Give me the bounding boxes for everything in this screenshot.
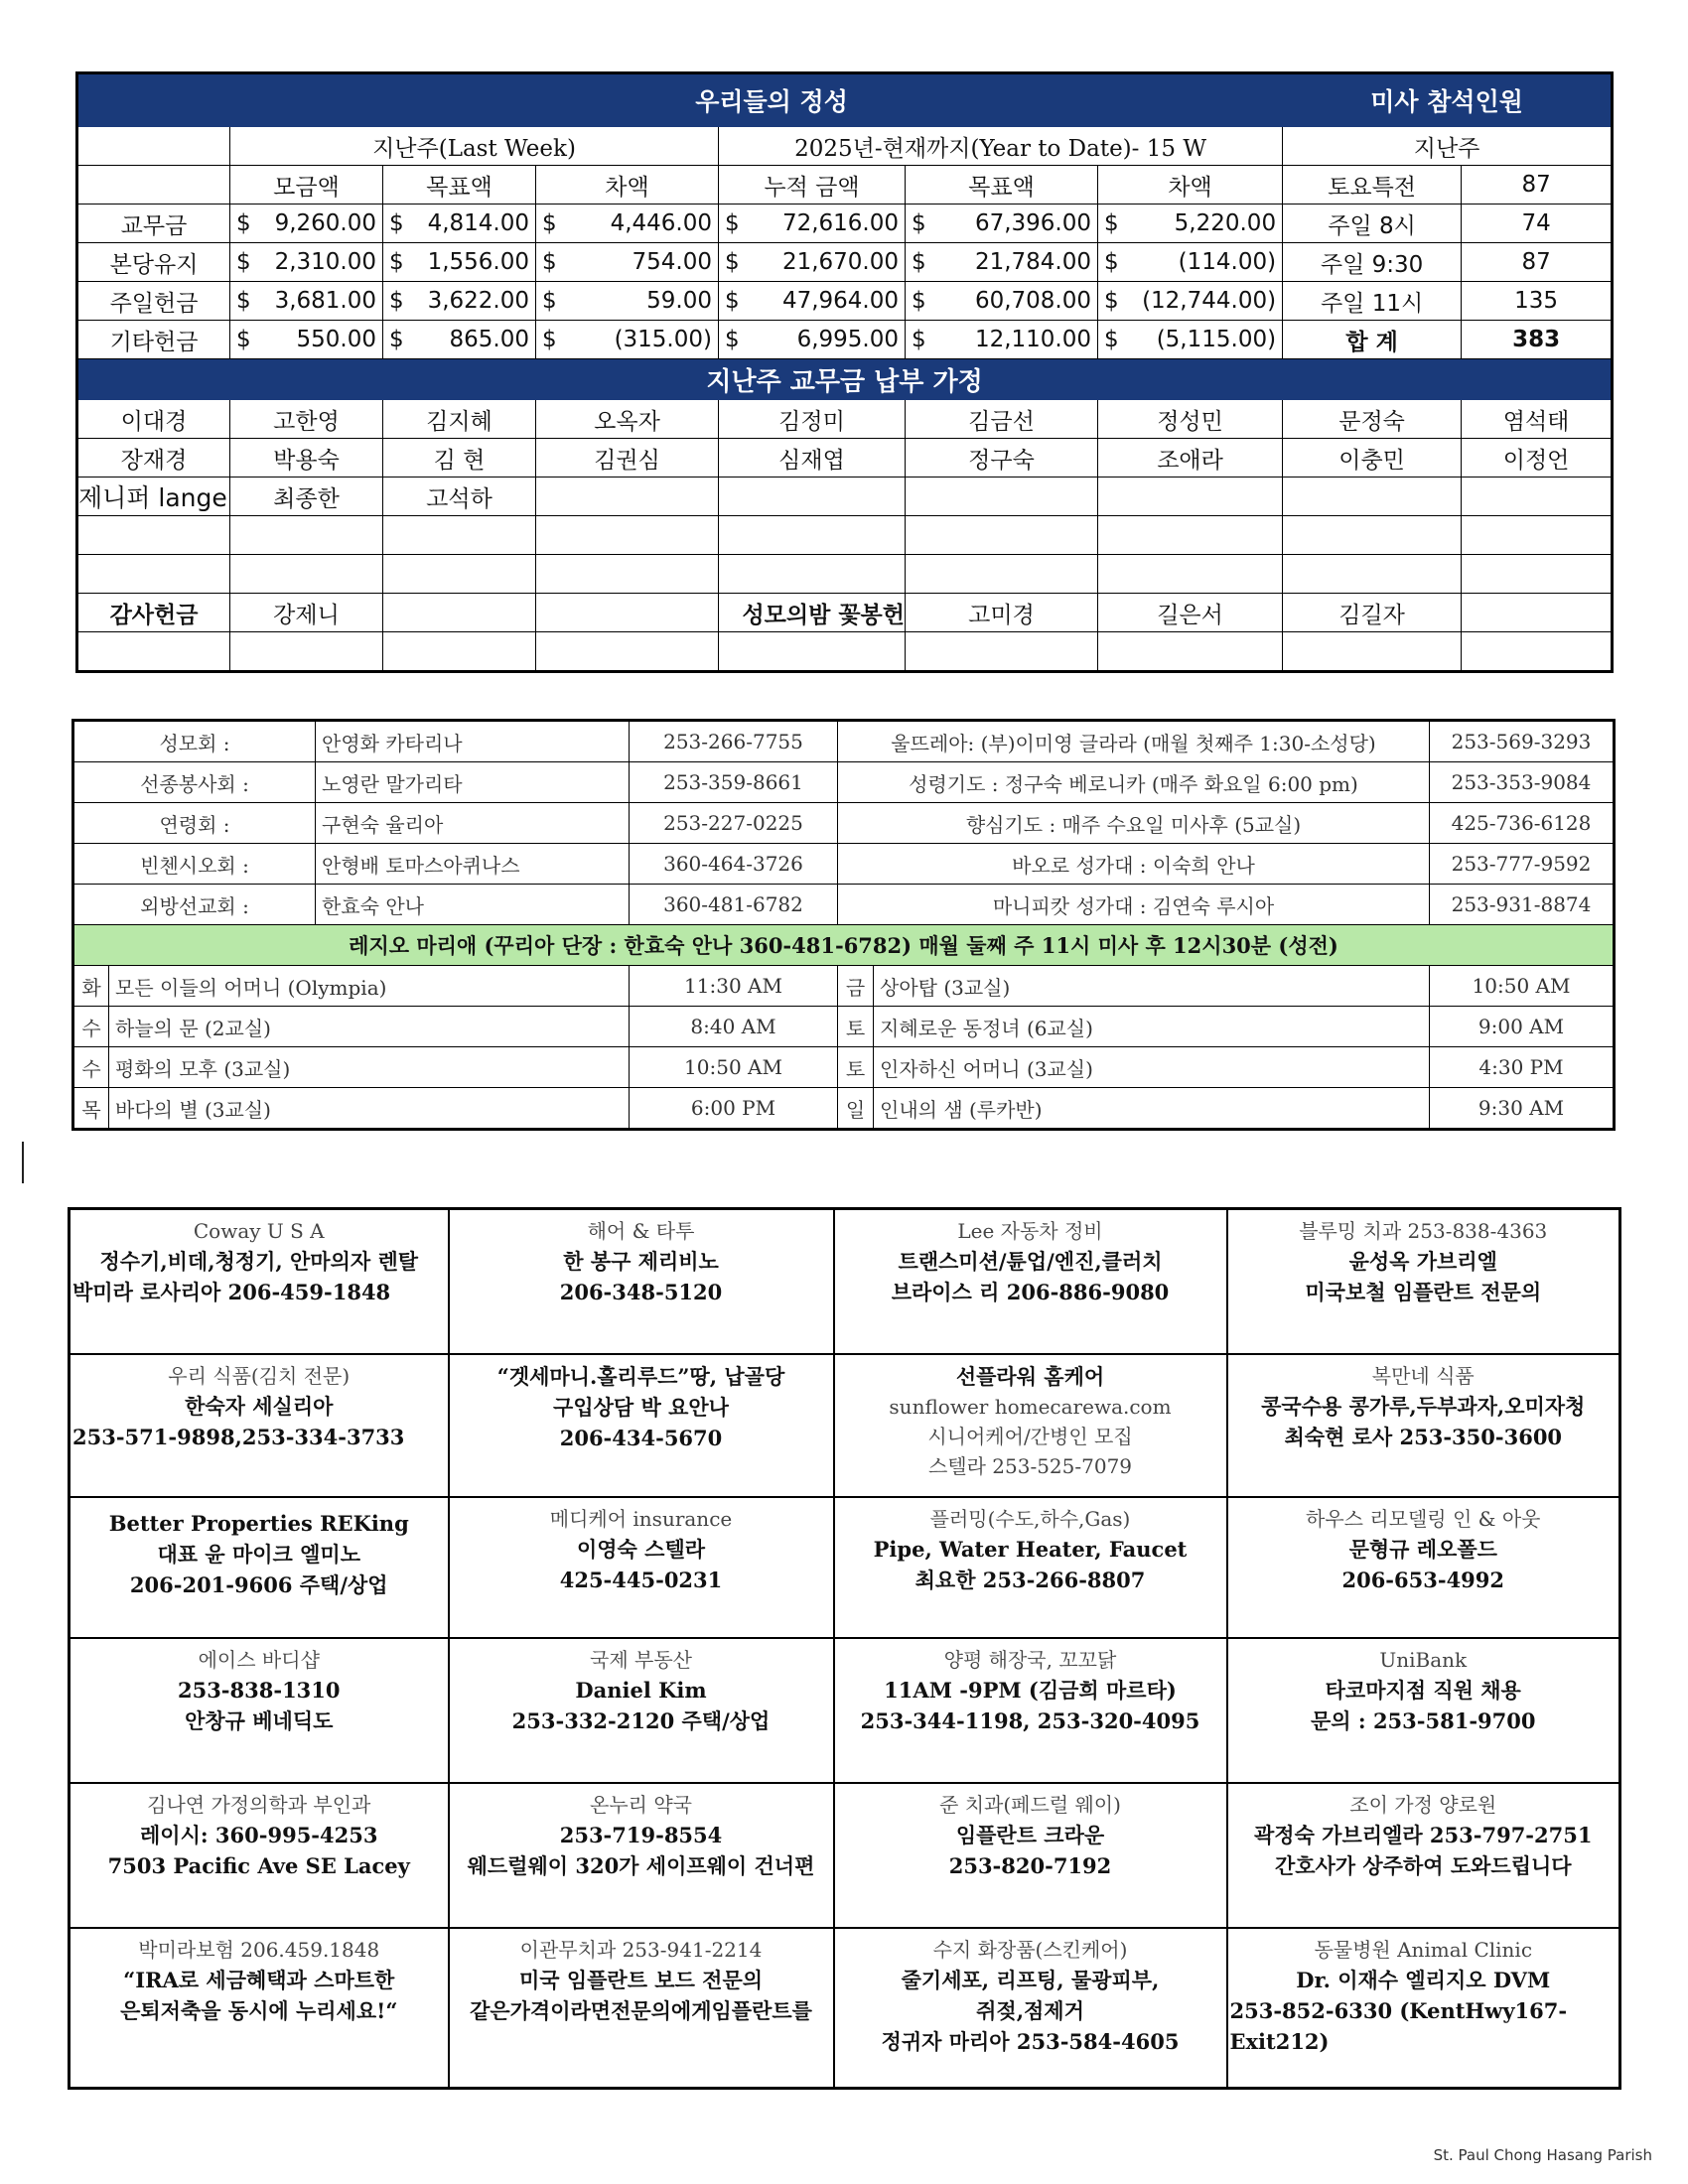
amount-cell <box>1098 243 1283 282</box>
amount-value: 5,220.00 <box>1174 210 1277 236</box>
household-name: 김권심 <box>536 439 719 478</box>
attendance-mass: 주일 9:30 <box>1283 243 1462 282</box>
parish-footer: St. Paul Chong Hasang Parish <box>1433 2146 1652 2164</box>
amount-value: 72,616.00 <box>781 210 899 236</box>
flower-label: 성모의밤 꽃봉헌 <box>719 594 906 632</box>
household-name: 이충민 <box>1283 439 1462 478</box>
amount-value: 9,260.00 <box>274 210 376 236</box>
attendance-count: 87 <box>1462 166 1613 205</box>
row-label: 본당유지 <box>77 243 230 282</box>
attendance-mass: 주일 8시 <box>1283 205 1462 243</box>
group-info: 바오로 성가대 : 이숙희 안나 <box>838 844 1430 885</box>
offering-row <box>77 243 1613 282</box>
ad-line: 이영숙 스텔라 <box>576 1536 706 1562</box>
ad-line: “IRA로 세금혜택과 스마트한 <box>123 1967 395 1992</box>
legion-day: 일 <box>838 1088 874 1130</box>
ad-line: Pipe, Water Heater, Faucet <box>873 1536 1188 1562</box>
legion-praesidium: 평화의 모후 (3교실) <box>109 1047 630 1088</box>
legion-time: 6:00 PM <box>630 1088 838 1130</box>
contact-phone: 253-569-3293 <box>1430 721 1615 762</box>
legion-day: 토 <box>838 1007 874 1047</box>
ad-line: 트랜스미션/튠업/엔진,클러치 <box>898 1249 1163 1274</box>
thanks-name: 강제니 <box>230 594 383 632</box>
contact-row <box>73 885 1615 925</box>
legion-praesidium: 하늘의 문 (2교실) <box>109 1007 630 1047</box>
amount-value: 3,622.00 <box>427 288 529 314</box>
offering-title: 우리들의 정성 <box>77 73 1283 127</box>
amount-value: 21,784.00 <box>974 249 1091 275</box>
ad-cell <box>70 1928 449 2089</box>
ad-line: 253-838-1310 <box>177 1677 341 1703</box>
currency-sign: $ <box>236 249 251 275</box>
household-name: 이대경 <box>77 400 230 439</box>
household-name: 제니퍼 lange <box>77 478 230 516</box>
currency-sign: $ <box>1104 249 1119 275</box>
currency-sign: $ <box>912 327 926 352</box>
currency-sign: $ <box>236 210 251 236</box>
ad-line: 206-434-5670 <box>559 1425 723 1450</box>
contact-row <box>73 844 1615 885</box>
ad-heading: 국제 부동산 <box>590 1647 692 1672</box>
attendance-count: 87 <box>1462 243 1613 282</box>
amount-value: 865.00 <box>449 327 529 352</box>
amount-value: 67,396.00 <box>974 210 1091 236</box>
amount-cell <box>230 282 383 321</box>
households-title: 지난주 교무금 납부 가정 <box>77 359 1613 400</box>
amount-value: (12,744.00) <box>1142 288 1277 314</box>
ad-note: sunflower homecarewa.com <box>889 1394 1172 1419</box>
currency-sign: $ <box>912 249 926 275</box>
group-info: 마니피캇 성가대 : 김연숙 루시아 <box>838 885 1430 925</box>
ad-line: 임플란트 크라운 <box>955 1822 1105 1847</box>
household-name: 문정숙 <box>1283 400 1462 439</box>
ad-cell <box>449 1928 834 2089</box>
amount-value: 21,670.00 <box>781 249 899 275</box>
legion-time: 9:00 AM <box>1430 1007 1615 1047</box>
household-name: 오옥자 <box>536 400 719 439</box>
household-name: 김 현 <box>383 439 536 478</box>
household-name: 김지혜 <box>383 400 536 439</box>
amount-cell <box>719 321 906 359</box>
household-name: 고한영 <box>230 400 383 439</box>
ad-heading: 하우스 리모델링 인 & 아웃 <box>1306 1506 1541 1531</box>
attendance-title: 미사 참석인원 <box>1283 73 1613 127</box>
ad-cell <box>1227 1209 1620 1354</box>
legion-praesidium: 인자하신 어머니 (3교실) <box>874 1047 1430 1088</box>
ad-line: 쥐젖,점제거 <box>976 1997 1084 2023</box>
contact-person: 안형배 토마스아퀴나스 <box>316 844 630 885</box>
amount-value: (5,115.00) <box>1156 327 1277 352</box>
ad-cell <box>449 1783 834 1928</box>
ad-heading: Lee 자동차 정비 <box>957 1219 1103 1243</box>
ad-line: 정귀자 마리아 253-584-4605 <box>881 2028 1180 2054</box>
attendance-mass: 토요특전 <box>1283 166 1462 205</box>
household-name: 박용숙 <box>230 439 383 478</box>
amount-cell <box>1098 282 1283 321</box>
contact-phone: 360-481-6782 <box>630 885 838 925</box>
flower-name: 길은서 <box>1098 594 1283 632</box>
household-name: 심재엽 <box>719 439 906 478</box>
ad-heading: 수지 화장품(스킨케어) <box>932 1937 1128 1962</box>
contact-phone: 253-266-7755 <box>630 721 838 762</box>
ad-heading: Coway U S A <box>193 1219 325 1243</box>
group-info: 향심기도 : 매주 수요일 미사후 (5교실) <box>838 803 1430 844</box>
amount-cell <box>1098 205 1283 243</box>
ad-cell <box>449 1354 834 1497</box>
ad-line: 한숙자 세실리아 <box>185 1393 334 1419</box>
household-name: 염석태 <box>1462 400 1613 439</box>
ad-cell <box>1227 1497 1620 1638</box>
ad-line: Daniel Kim <box>575 1677 707 1703</box>
contact-person: 안영화 카타리나 <box>316 721 630 762</box>
ad-note: 스텔라 253-525-7079 <box>927 1453 1133 1478</box>
contact-row <box>73 803 1615 844</box>
ad-heading: 블루밍 치과 253-838-4363 <box>1299 1219 1548 1243</box>
ad-line: 브라이스 리 206-886-9080 <box>891 1280 1170 1304</box>
ad-line: 레이시: 360-995-4253 <box>140 1822 378 1847</box>
amount-value: 3,681.00 <box>274 288 376 314</box>
amount-cell <box>383 205 536 243</box>
ad-cell <box>449 1209 834 1354</box>
ad-line: 11AM -9PM (김금희 마르타) <box>884 1677 1177 1703</box>
ad-line: 253-719-8554 <box>559 1822 723 1847</box>
amount-cell <box>536 321 719 359</box>
amount-cell <box>719 243 906 282</box>
contact-phone: 360-464-3726 <box>630 844 838 885</box>
attendance-count: 135 <box>1462 282 1613 321</box>
legion-row <box>73 966 1615 1007</box>
currency-sign: $ <box>389 288 404 314</box>
amount-value: 550.00 <box>296 327 376 352</box>
currency-sign: $ <box>236 327 251 352</box>
household-name: 장재경 <box>77 439 230 478</box>
legion-praesidium: 모든 이들의 어머니 (Olympia) <box>109 966 630 1007</box>
ad-cell <box>1227 1783 1620 1928</box>
legion-row <box>73 1088 1615 1130</box>
attendance-week-label: 지난주 <box>1283 127 1613 166</box>
currency-sign: $ <box>725 210 740 236</box>
household-name: 김정미 <box>719 400 906 439</box>
ad-heading: 복만네 식품 <box>1371 1363 1475 1388</box>
ad-line: 253-820-7192 <box>948 1852 1112 1878</box>
ad-line: 줄기세포, 리프팅, 물광피부, <box>901 1967 1160 1992</box>
ad-note: 시니어케어/간병인 모집 <box>927 1424 1133 1448</box>
contact-phone: 253-353-9084 <box>1430 762 1615 803</box>
ad-line: 253-332-2120 주택/상업 <box>511 1707 771 1733</box>
legion-praesidium: 인내의 샘 (루카반) <box>874 1088 1430 1130</box>
amount-cell <box>1098 321 1283 359</box>
ad-line: 253-344-1198, 253-320-4095 <box>860 1707 1200 1733</box>
legion-praesidium: 바다의 별 (3교실) <box>109 1088 630 1130</box>
group-name: 연령회 : <box>73 803 316 844</box>
legion-day: 수 <box>73 1047 109 1088</box>
text-cursor <box>22 1142 24 1183</box>
amount-value: 754.00 <box>632 249 712 275</box>
household-name: 정구숙 <box>906 439 1098 478</box>
ad-cell <box>70 1209 449 1354</box>
ad-heading: 해어 & 타투 <box>587 1219 695 1243</box>
offering-row <box>77 205 1613 243</box>
currency-sign: $ <box>1104 210 1119 236</box>
legion-time: 10:50 AM <box>1430 966 1615 1007</box>
currency-sign: $ <box>389 249 404 275</box>
amount-value: 4,814.00 <box>427 210 529 236</box>
ad-heading: 우리 식품(김치 전문) <box>168 1363 351 1388</box>
ad-cell <box>1227 1354 1620 1497</box>
ad-cell <box>1227 1638 1620 1783</box>
ad-cell <box>70 1638 449 1783</box>
legion-time: 4:30 PM <box>1430 1047 1615 1088</box>
ad-cell <box>834 1497 1227 1638</box>
legion-time: 11:30 AM <box>630 966 838 1007</box>
currency-sign: $ <box>1104 327 1119 352</box>
amount-cell <box>536 205 719 243</box>
ad-line: 253-852-6330 (KentHwy167-Exit212) <box>1229 1997 1568 2054</box>
ad-line: 웨드럴웨이 320가 세이프웨이 건너편 <box>467 1852 815 1878</box>
currency-sign: $ <box>389 210 404 236</box>
ad-cell <box>1227 1928 1620 2089</box>
offering-row <box>77 282 1613 321</box>
contact-row <box>73 721 1615 762</box>
legion-day: 토 <box>838 1047 874 1088</box>
currency-sign: $ <box>912 210 926 236</box>
row-label: 기타헌금 <box>77 321 230 359</box>
amount-value: 47,964.00 <box>781 288 899 314</box>
legion-time: 8:40 AM <box>630 1007 838 1047</box>
col-header: 차액 <box>536 166 719 205</box>
group-info: 울뜨레아: (부)이미영 글라라 (매월 첫째주 1:30-소성당) <box>838 721 1430 762</box>
ad-cell <box>834 1354 1227 1497</box>
amount-value: 59.00 <box>646 288 712 314</box>
ad-heading: 준 치과(페드럴 웨이) <box>939 1792 1121 1817</box>
contact-phone: 253-931-8874 <box>1430 885 1615 925</box>
ad-cell <box>834 1928 1227 2089</box>
ad-heading: 이관무치과 253-941-2214 <box>519 1937 763 1962</box>
household-name: 김금선 <box>906 400 1098 439</box>
ad-line: Better Properties REKing <box>108 1510 409 1536</box>
offering-row <box>77 321 1613 359</box>
ad-line: 최숙현 로사 253-350-3600 <box>1284 1424 1563 1449</box>
col-header: 차액 <box>1098 166 1283 205</box>
attendance-count: 74 <box>1462 205 1613 243</box>
contact-person: 한효숙 안나 <box>316 885 630 925</box>
group-name: 빈첸시오회 : <box>73 844 316 885</box>
legion-praesidium: 상아탑 (3교실) <box>874 966 1430 1007</box>
ad-line: 206-348-5120 <box>559 1280 723 1304</box>
currency-sign: $ <box>542 249 557 275</box>
ad-line: 미국 임플란트 보드 전문의 <box>518 1967 764 1992</box>
legion-time: 10:50 AM <box>630 1047 838 1088</box>
currency-sign: $ <box>542 210 557 236</box>
household-name: 최종한 <box>230 478 383 516</box>
ad-line: 구입상담 박 요안나 <box>553 1394 729 1420</box>
col-header: 목표액 <box>383 166 536 205</box>
legion-row <box>73 1007 1615 1047</box>
ad-heading: 온누리 약국 <box>590 1792 692 1817</box>
ad-line: 콩국수용 콩가루,두부과자,오미자청 <box>1261 1393 1586 1419</box>
ad-line: 7503 Pacific Ave SE Lacey <box>107 1852 410 1878</box>
amount-cell <box>536 243 719 282</box>
ad-heading: 조이 가정 양로원 <box>1349 1792 1497 1817</box>
currency-sign: $ <box>1104 288 1119 314</box>
amount-value: 1,556.00 <box>427 249 529 275</box>
ad-line: 425-445-0231 <box>559 1567 723 1592</box>
ytd-label: 2025년-현재까지(Year to Date)- 15 W <box>719 127 1283 166</box>
currency-sign: $ <box>542 288 557 314</box>
ad-line: 은퇴저축을 동시에 누리세요!“ <box>120 1997 398 2023</box>
household-name: 정성민 <box>1098 400 1283 439</box>
currency-sign: $ <box>389 327 404 352</box>
col-header: 누적 금액 <box>719 166 906 205</box>
ad-heading: 에이스 바디샵 <box>198 1647 320 1672</box>
currency-sign: $ <box>912 288 926 314</box>
legion-praesidium: 지혜로운 동정녀 (6교실) <box>874 1007 1430 1047</box>
legion-row <box>73 1047 1615 1088</box>
ad-cell <box>70 1783 449 1928</box>
amount-cell <box>230 205 383 243</box>
ad-line: 206-653-4992 <box>1341 1567 1505 1592</box>
ad-cell <box>834 1209 1227 1354</box>
amount-cell <box>719 282 906 321</box>
col-header: 목표액 <box>906 166 1098 205</box>
attendance-mass: 합 계 <box>1283 321 1462 359</box>
household-name: 조애라 <box>1098 439 1283 478</box>
ad-line: Dr. 이재수 엘리지오 DVM <box>1296 1967 1551 1992</box>
ad-line: 안창규 베네딕도 <box>185 1707 334 1733</box>
legion-day: 금 <box>838 966 874 1007</box>
contact-person: 노영란 말가리타 <box>316 762 630 803</box>
legion-day: 목 <box>73 1088 109 1130</box>
ad-line: 문형규 레오폴드 <box>1348 1536 1497 1562</box>
ad-line: 같은가격이라면전문의에게임플란트를 <box>470 1997 812 2023</box>
group-name: 외방선교회 : <box>73 885 316 925</box>
ad-cell <box>449 1497 834 1638</box>
contact-person: 구현숙 율리아 <box>316 803 630 844</box>
group-name: 선종봉사회 : <box>73 762 316 803</box>
contact-phone: 425-736-6128 <box>1430 803 1615 844</box>
ad-line: 윤성옥 가브리엘 <box>1348 1249 1497 1274</box>
amount-cell <box>906 321 1098 359</box>
legion-day: 수 <box>73 1007 109 1047</box>
amount-value: 2,310.00 <box>274 249 376 275</box>
row-label: 교무금 <box>77 205 230 243</box>
amount-cell <box>383 282 536 321</box>
flower-name: 고미경 <box>906 594 1098 632</box>
ad-line: 타코마지점 직원 채용 <box>1325 1677 1521 1703</box>
ad-line: 253-571-9898,253-334-3733 <box>72 1424 405 1449</box>
ads-table <box>68 1207 1621 2090</box>
currency-sign: $ <box>725 288 740 314</box>
group-info: 성령기도 : 정구숙 베로니카 (매주 화요일 6:00 pm) <box>838 762 1430 803</box>
ad-cell <box>834 1638 1227 1783</box>
ad-line: 문의 : 253-581-9700 <box>1311 1707 1536 1733</box>
ad-cell <box>70 1497 449 1638</box>
group-name: 성모회 : <box>73 721 316 762</box>
ad-line: 미국보철 임플란트 전문의 <box>1305 1280 1542 1304</box>
amount-cell <box>536 282 719 321</box>
amount-cell <box>230 243 383 282</box>
amount-cell <box>383 321 536 359</box>
currency-sign: $ <box>236 288 251 314</box>
ad-line: 정수기,비데,청정기, 안마의자 렌탈 <box>99 1249 419 1274</box>
ad-line: “겟세마니.홀리루드”땅, 납골당 <box>496 1363 785 1389</box>
contact-phone: 253-777-9592 <box>1430 844 1615 885</box>
ad-heading: 김나연 가정의학과 부인과 <box>147 1792 371 1817</box>
thanks-label: 감사헌금 <box>77 594 230 632</box>
household-name: 이정언 <box>1462 439 1613 478</box>
contact-row <box>73 762 1615 803</box>
row-label: 주일헌금 <box>77 282 230 321</box>
ad-line: 대표 윤 마이크 엘미노 <box>157 1541 360 1567</box>
ad-heading: 박미라보험 206.459.1848 <box>138 1937 380 1962</box>
ad-heading: 동물병원 Animal Clinic <box>1314 1937 1533 1962</box>
amount-value: 4,446.00 <box>610 210 712 236</box>
amount-cell <box>230 321 383 359</box>
amount-cell <box>906 205 1098 243</box>
amount-value: (114.00) <box>1178 249 1277 275</box>
amount-cell <box>719 205 906 243</box>
contacts-table <box>71 719 1616 1131</box>
attendance-mass: 주일 11시 <box>1283 282 1462 321</box>
ad-heading: 양평 해장국, 꼬꼬닭 <box>943 1647 1117 1672</box>
household-name: 고석하 <box>383 478 536 516</box>
flower-name: 김길자 <box>1283 594 1462 632</box>
ad-cell <box>834 1783 1227 1928</box>
currency-sign: $ <box>725 249 740 275</box>
amount-value: 6,995.00 <box>796 327 899 352</box>
amount-cell <box>906 243 1098 282</box>
legion-banner: 레지오 마리애 (꾸리아 단장 : 한효숙 안나 360-481-6782) 매월 둘째 주 11시 미사 후 12시30분 (성전) <box>73 925 1615 966</box>
amount-cell <box>906 282 1098 321</box>
amount-cell <box>383 243 536 282</box>
ad-cell <box>449 1638 834 1783</box>
ad-line: 박미라 로사리아 206-459-1848 <box>72 1280 391 1304</box>
currency-sign: $ <box>725 327 740 352</box>
ad-heading: UniBank <box>1379 1647 1468 1672</box>
attendance-count: 383 <box>1462 321 1613 359</box>
amount-value: (315.00) <box>614 327 712 352</box>
ad-line: 한 봉구 제리비노 <box>563 1249 719 1274</box>
amount-value: 60,708.00 <box>974 288 1091 314</box>
ad-heading: 메디케어 insurance <box>549 1506 733 1531</box>
offering-table <box>75 71 1614 673</box>
ad-line: 곽정숙 가브리엘라 253-797-2751 <box>1254 1822 1593 1847</box>
legion-time: 9:30 AM <box>1430 1088 1615 1130</box>
last-week-label: 지난주(Last Week) <box>230 127 719 166</box>
col-header: 모금액 <box>230 166 383 205</box>
ad-heading: 플러밍(수도,하수,Gas) <box>929 1506 1131 1531</box>
contact-phone: 253-359-8661 <box>630 762 838 803</box>
contact-phone: 253-227-0225 <box>630 803 838 844</box>
ad-cell <box>70 1354 449 1497</box>
ad-line: 최요한 253-266-8807 <box>914 1567 1146 1592</box>
legion-day: 화 <box>73 966 109 1007</box>
ad-line: 선플라워 홈케어 <box>955 1363 1105 1389</box>
ad-line: 간호사가 상주하여 도와드립니다 <box>1274 1852 1572 1878</box>
currency-sign: $ <box>542 327 557 352</box>
ad-line: 206-201-9606 주택/상업 <box>129 1571 388 1597</box>
amount-value: 12,110.00 <box>974 327 1091 352</box>
